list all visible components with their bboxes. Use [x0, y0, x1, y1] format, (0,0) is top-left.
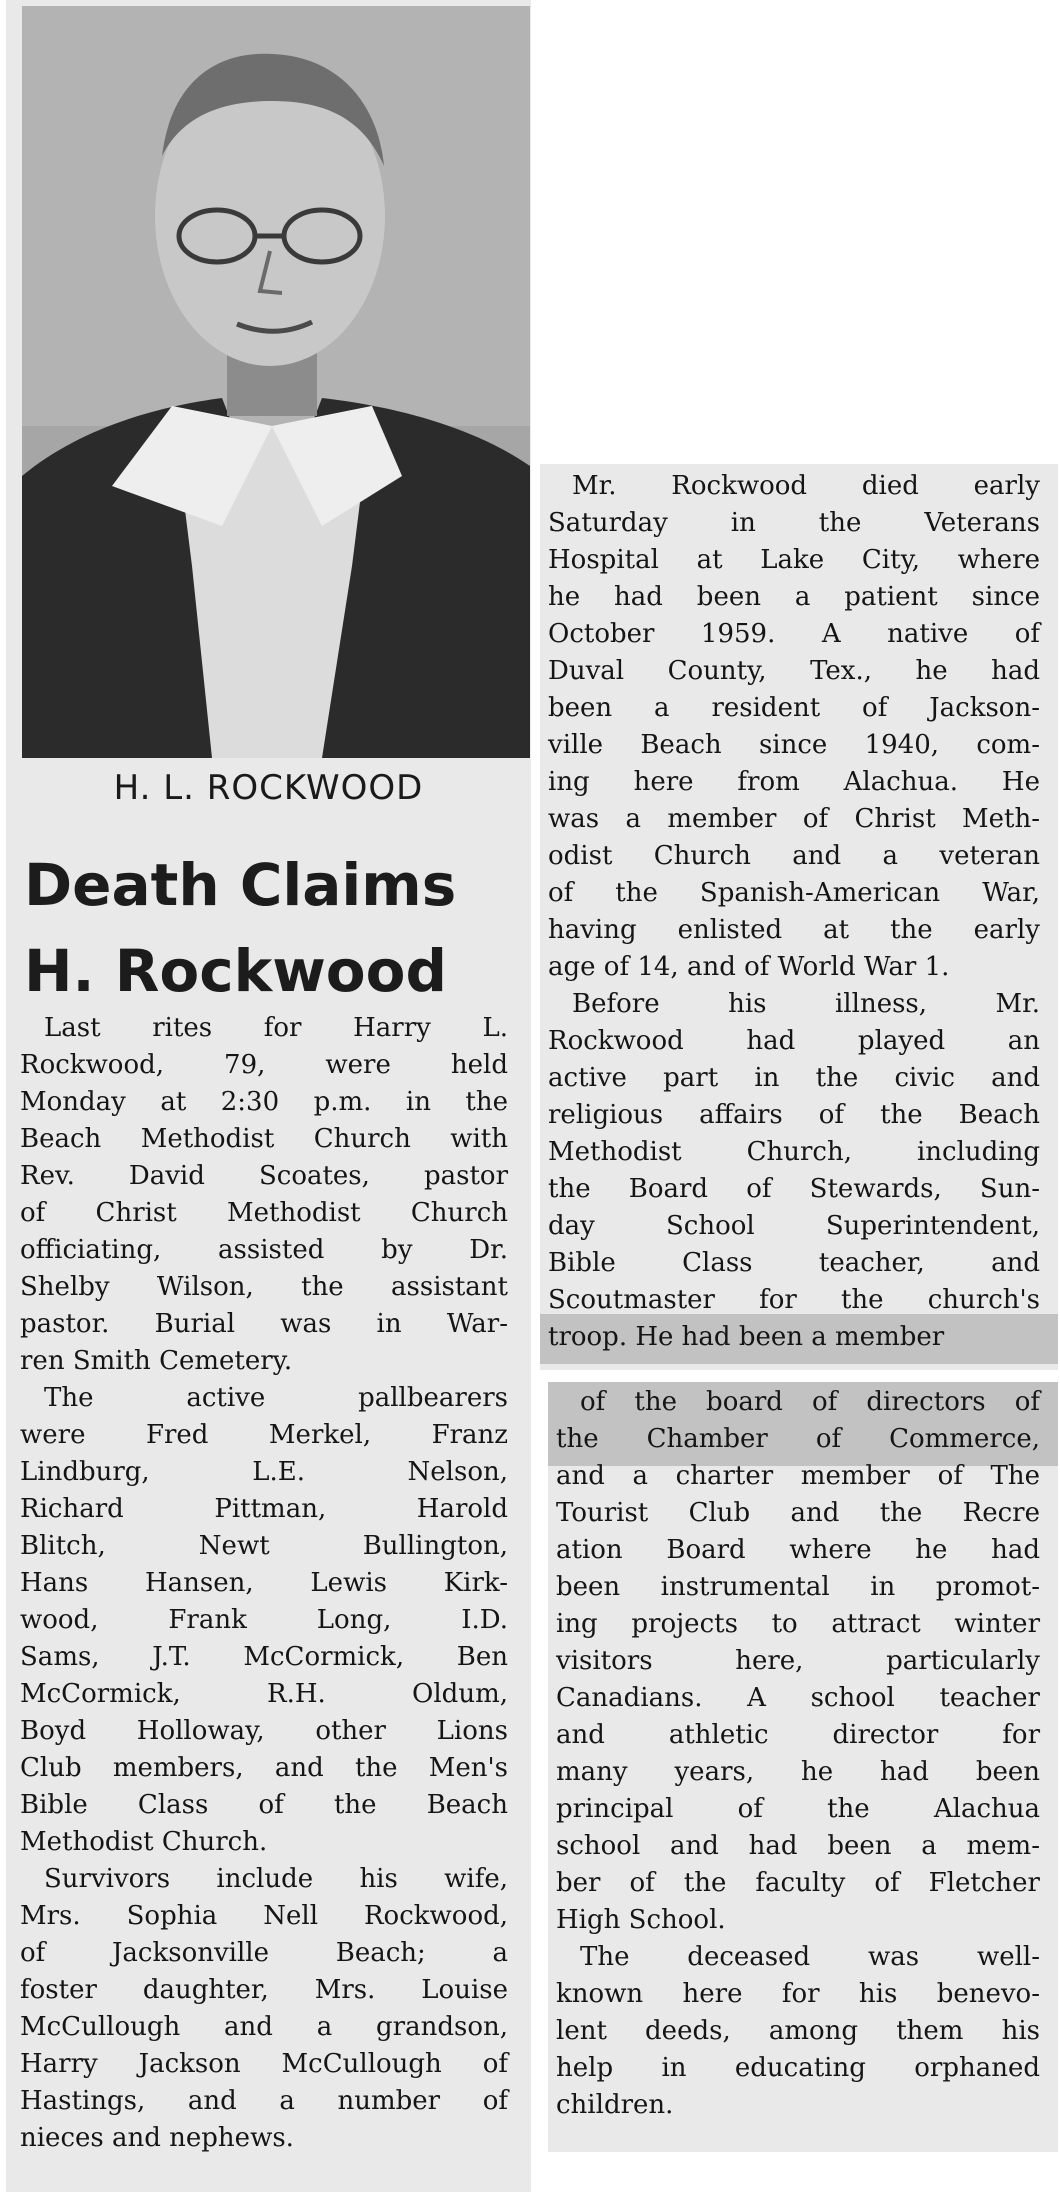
text-line: ber of the faculty of Fletcher [556, 1868, 1040, 1898]
paragraph [548, 986, 1040, 1356]
text-line: pastor. Burial was in War- [20, 1309, 508, 1339]
text-line: October 1959. A native of [548, 619, 1040, 649]
paragraph [20, 1861, 508, 2157]
text-line: were Fred Merkel, Franz [20, 1420, 508, 1450]
text-line: ing projects to attract winter [556, 1609, 1040, 1639]
text-line: Sams, J.T. McCormick, Ben [20, 1642, 508, 1672]
text-line: Monday at 2:30 p.m. in the [20, 1087, 508, 1117]
text-line: been instrumental in promot- [556, 1572, 1040, 1602]
headline-line: Death Claims [24, 851, 457, 919]
text-line: religious affairs of the Beach [548, 1100, 1040, 1130]
text-line: McCormick, R.H. Oldum, [20, 1679, 508, 1709]
text-line: many years, he had been [556, 1757, 1040, 1787]
paragraph [556, 1384, 1040, 1939]
text-line: of the Spanish-American War, [548, 878, 1040, 908]
text-line: help in educating orphaned [556, 2053, 1040, 2083]
text-line: Canadians. A school teacher [556, 1683, 1040, 1713]
left-clipping [6, 0, 531, 2192]
text-line: Survivors include his wife, [44, 1864, 508, 1894]
text-line: Shelby Wilson, the assistant [20, 1272, 508, 1302]
text-line: Bible Class of the Beach [20, 1790, 508, 1820]
text-line: and a charter member of The [556, 1461, 1040, 1491]
text-line: day School Superintendent, [548, 1211, 1040, 1241]
text-line: and athletic director for [556, 1720, 1040, 1750]
text-line: Methodist Church. [20, 1827, 268, 1857]
text-line: Hastings, and a number of [20, 2086, 508, 2116]
text-line: Lindburg, L.E. Nelson, [20, 1457, 508, 1487]
text-line: age of 14, and of World War 1. [548, 952, 950, 982]
text-line: children. [556, 2090, 674, 2120]
text-line: the Chamber of Commerce, [556, 1424, 1040, 1454]
text-line: Bible Class teacher, and [548, 1248, 1040, 1278]
article-column-right-bottom [556, 1384, 1040, 2124]
text-line: he had been a patient since [548, 582, 1040, 612]
text-line: known here for his benevo- [556, 1979, 1040, 2009]
text-line: Saturday in the Veterans [548, 508, 1040, 538]
text-line: wood, Frank Long, I.D. [20, 1605, 508, 1635]
text-line: of Jacksonville Beach; a [20, 1938, 508, 1968]
text-line: Hospital at Lake City, where [548, 545, 1040, 575]
text-line: Methodist Church, including [548, 1137, 1040, 1167]
text-line: Rockwood had played an [548, 1026, 1040, 1056]
text-line: Duval County, Tex., he had [548, 656, 1040, 686]
article-column-right-top [548, 468, 1040, 1356]
text-line: Tourist Club and the Recre [556, 1498, 1040, 1528]
text-line: troop. He had been a member [548, 1322, 945, 1352]
text-line: The deceased was well- [580, 1942, 1040, 1972]
text-line: Club members, and the Men's [20, 1753, 508, 1783]
article-column-left [20, 1010, 508, 2157]
text-line: of Christ Methodist Church [20, 1198, 508, 1228]
text-line: was a member of Christ Meth- [548, 804, 1040, 834]
text-line: ville Beach since 1940, com- [548, 730, 1040, 760]
paragraph [548, 468, 1040, 986]
text-line: Scoutmaster for the church's [548, 1285, 1040, 1315]
text-line: visitors here, particularly [556, 1646, 1040, 1676]
headline-line: H. Rockwood [24, 937, 448, 1005]
text-line: Blitch, Newt Bullington, [20, 1531, 508, 1561]
text-line: ation Board where he had [556, 1535, 1040, 1565]
text-line: odist Church and a veteran [548, 841, 1040, 871]
text-line: Mrs. Sophia Nell Rockwood, [20, 1901, 508, 1931]
text-line: Last rites for Harry L. [44, 1013, 508, 1043]
text-line: nieces and nephews. [20, 2123, 294, 2153]
text-line: Boyd Holloway, other Lions [20, 1716, 508, 1746]
paragraph [20, 1380, 508, 1861]
text-line: Rockwood, 79, were held [20, 1050, 508, 1080]
text-line: Rev. David Scoates, pastor [20, 1161, 508, 1191]
text-line: officiating, assisted by Dr. [20, 1235, 508, 1265]
right-clipping-bottom [548, 1382, 1058, 2152]
text-line: the Board of Stewards, Sun- [548, 1174, 1040, 1204]
text-line: foster daughter, Mrs. Louise [20, 1975, 508, 2005]
paragraph [556, 1939, 1040, 2124]
text-line: active part in the civic and [548, 1063, 1040, 1093]
paragraph [20, 1010, 508, 1380]
text-line: Before his illness, Mr. [572, 989, 1040, 1019]
headline [24, 842, 529, 1014]
text-line: Hans Hansen, Lewis Kirk- [20, 1568, 508, 1598]
text-line: lent deeds, among them his [556, 2016, 1040, 2046]
text-line: ing here from Alachua. He [548, 767, 1040, 797]
text-line: been a resident of Jackson- [548, 693, 1040, 723]
text-line: principal of the Alachua [556, 1794, 1040, 1824]
text-line: Richard Pittman, Harold [20, 1494, 508, 1524]
text-line: The active pallbearers [44, 1383, 508, 1413]
text-line: McCullough and a grandson, [20, 2012, 508, 2042]
text-line: ren Smith Cemetery. [20, 1346, 293, 1376]
portrait-photo [22, 6, 530, 758]
text-line: Beach Methodist Church with [20, 1124, 508, 1154]
portrait-image [22, 6, 530, 758]
text-line: having enlisted at the early [548, 915, 1040, 945]
text-line: Harry Jackson McCullough of [20, 2049, 508, 2079]
text-line: of the board of directors of [580, 1387, 1040, 1417]
photo-caption: H. L. ROCKWOOD [113, 768, 424, 808]
right-clipping-top [540, 464, 1058, 1370]
text-line: Mr. Rockwood died early [572, 471, 1040, 501]
text-line: school and had been a mem- [556, 1831, 1040, 1861]
text-line: High School. [556, 1905, 726, 1935]
